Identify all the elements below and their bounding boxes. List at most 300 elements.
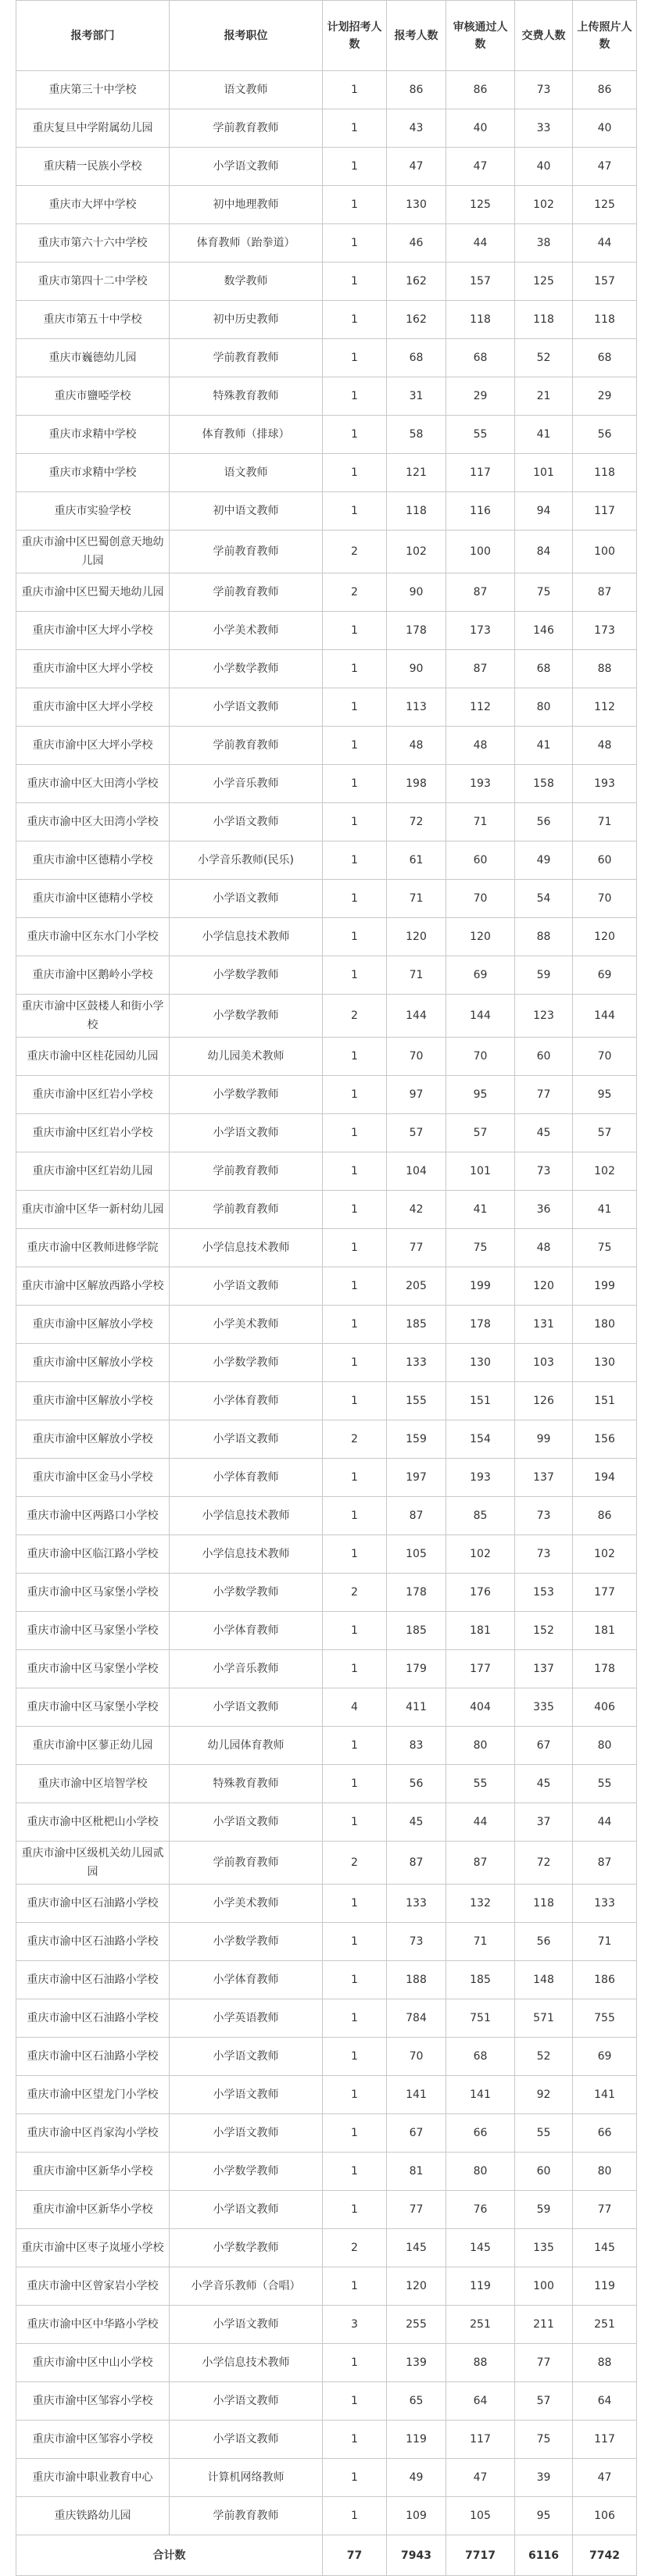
cell-applicants: 120: [387, 2267, 446, 2306]
cell-planned: 1: [323, 1497, 387, 1535]
cell-position: 小学语文教师: [170, 2191, 323, 2229]
table-row: [16, 573, 637, 612]
cell-planned: 1: [323, 2459, 387, 2497]
total-approved: 7717: [446, 2535, 515, 2576]
cell-planned: 1: [323, 1229, 387, 1267]
cell-paid: 41: [515, 416, 573, 454]
cell-department: 重庆市渝中区马家堡小学校: [16, 1688, 170, 1727]
cell-department: 重庆市渝中区枇杷山小学校: [16, 1803, 170, 1842]
table-row: [16, 224, 637, 263]
cell-photo: 44: [573, 224, 637, 263]
cell-applicants: 145: [387, 2229, 446, 2267]
totals-label: 合计数: [16, 2535, 323, 2576]
cell-position: 学前教育教师: [170, 1842, 323, 1885]
cell-planned: 1: [323, 377, 387, 416]
cell-planned: 1: [323, 1344, 387, 1382]
cell-paid: 77: [515, 1076, 573, 1114]
table-body: [16, 71, 637, 2535]
cell-position: 学前教育教师: [170, 727, 323, 765]
cell-position: 学前教育教师: [170, 573, 323, 612]
cell-department: 重庆市渝中区马家堡小学校: [16, 1612, 170, 1650]
cell-paid: 54: [515, 880, 573, 918]
cell-applicants: 188: [387, 1961, 446, 1999]
cell-applicants: 77: [387, 2191, 446, 2229]
cell-department: 重庆市大坪中学校: [16, 186, 170, 224]
cell-paid: 68: [515, 650, 573, 688]
cell-planned: 1: [323, 727, 387, 765]
table-row: [16, 2076, 637, 2114]
cell-department: 重庆市渝中区马家堡小学校: [16, 1574, 170, 1612]
cell-paid: 158: [515, 765, 573, 803]
cell-approved: 70: [446, 880, 515, 918]
cell-paid: 88: [515, 918, 573, 956]
cell-approved: 60: [446, 841, 515, 880]
header-planned: 计划招考人数: [323, 1, 387, 71]
cell-approved: 181: [446, 1612, 515, 1650]
cell-photo: 106: [573, 2497, 637, 2535]
cell-position: 学前教育教师: [170, 339, 323, 377]
cell-approved: 177: [446, 1650, 515, 1688]
cell-applicants: 87: [387, 1842, 446, 1885]
cell-position: 小学数学教师: [170, 2229, 323, 2267]
cell-position: 小学语文教师: [170, 1688, 323, 1727]
cell-department: 重庆市渝中区大田湾小学校: [16, 765, 170, 803]
cell-planned: 2: [323, 1420, 387, 1459]
cell-applicants: 130: [387, 186, 446, 224]
cell-photo: 194: [573, 1459, 637, 1497]
cell-paid: 131: [515, 1306, 573, 1344]
cell-position: 小学体育教师: [170, 1459, 323, 1497]
table-row: [16, 612, 637, 650]
cell-applicants: 155: [387, 1382, 446, 1420]
cell-department: 重庆市渝中区鼓楼人和街小学校: [16, 995, 170, 1038]
cell-approved: 751: [446, 1999, 515, 2038]
cell-position: 小学语文教师: [170, 803, 323, 841]
cell-planned: 1: [323, 2038, 387, 2076]
cell-applicants: 255: [387, 2306, 446, 2344]
table-row: [16, 1459, 637, 1497]
total-paid: 6116: [515, 2535, 573, 2576]
cell-photo: 66: [573, 2114, 637, 2153]
cell-applicants: 162: [387, 301, 446, 339]
cell-paid: 99: [515, 1420, 573, 1459]
totals-row: [16, 2535, 637, 2576]
cell-paid: 92: [515, 2076, 573, 2114]
cell-planned: 1: [323, 454, 387, 492]
cell-department: 重庆市渝中区枣子岚垭小学校: [16, 2229, 170, 2267]
cell-planned: 2: [323, 531, 387, 573]
table-row: [16, 1803, 637, 1842]
cell-position: 特殊教育教师: [170, 1765, 323, 1803]
cell-photo: 88: [573, 650, 637, 688]
cell-department: 重庆市第四十二中学校: [16, 263, 170, 301]
cell-applicants: 56: [387, 1765, 446, 1803]
table-row: [16, 841, 637, 880]
cell-applicants: 45: [387, 1803, 446, 1842]
cell-position: 初中语文教师: [170, 492, 323, 531]
cell-approved: 132: [446, 1885, 515, 1923]
cell-paid: 73: [515, 1152, 573, 1191]
cell-paid: 60: [515, 1038, 573, 1076]
cell-approved: 86: [446, 71, 515, 109]
cell-department: 重庆市渝中区华一新村幼儿园: [16, 1191, 170, 1229]
cell-planned: 1: [323, 301, 387, 339]
cell-planned: 1: [323, 2153, 387, 2191]
total-photo: 7742: [573, 2535, 637, 2576]
table-row: [16, 1999, 637, 2038]
cell-position: 小学语文教师: [170, 880, 323, 918]
cell-planned: 1: [323, 765, 387, 803]
cell-position: 小学体育教师: [170, 1612, 323, 1650]
cell-department: 重庆市渝中区桂花园幼儿园: [16, 1038, 170, 1076]
total-applicants: 7943: [387, 2535, 446, 2576]
cell-department: 重庆市第六十六中学校: [16, 224, 170, 263]
cell-position: 小学数学教师: [170, 650, 323, 688]
cell-position: 特殊教育教师: [170, 377, 323, 416]
cell-department: 重庆市渝中区临江路小学校: [16, 1535, 170, 1574]
cell-planned: 1: [323, 803, 387, 841]
cell-approved: 154: [446, 1420, 515, 1459]
table-row: [16, 765, 637, 803]
cell-position: 小学信息技术教师: [170, 1497, 323, 1535]
cell-photo: 86: [573, 1497, 637, 1535]
table-row: [16, 1076, 637, 1114]
cell-position: 小学语文教师: [170, 2114, 323, 2153]
table-row: [16, 2038, 637, 2076]
cell-approved: 44: [446, 224, 515, 263]
cell-paid: 101: [515, 454, 573, 492]
table-row: [16, 2306, 637, 2344]
cell-department: 重庆市渝中区大田湾小学校: [16, 803, 170, 841]
cell-position: 语文教师: [170, 454, 323, 492]
cell-applicants: 42: [387, 1191, 446, 1229]
table-row: [16, 803, 637, 841]
table-row: [16, 1650, 637, 1688]
cell-applicants: 120: [387, 918, 446, 956]
cell-position: 小学信息技术教师: [170, 1229, 323, 1267]
cell-position: 学前教育教师: [170, 109, 323, 148]
cell-position: 幼儿园体育教师: [170, 1727, 323, 1765]
cell-applicants: 86: [387, 71, 446, 109]
table-row: [16, 2497, 637, 2535]
cell-applicants: 61: [387, 841, 446, 880]
cell-planned: 1: [323, 1612, 387, 1650]
cell-position: 小学英语教师: [170, 1999, 323, 2038]
cell-position: 小学音乐教师(民乐): [170, 841, 323, 880]
cell-paid: 102: [515, 186, 573, 224]
cell-position: 体育教师（跆拳道）: [170, 224, 323, 263]
cell-department: 重庆市渝中区解放小学校: [16, 1344, 170, 1382]
cell-department: 重庆市渝中区解放小学校: [16, 1420, 170, 1459]
table-row: [16, 1497, 637, 1535]
cell-paid: 48: [515, 1229, 573, 1267]
table-row: [16, 1229, 637, 1267]
cell-planned: 1: [323, 71, 387, 109]
cell-position: 学前教育教师: [170, 1152, 323, 1191]
cell-position: 小学数学教师: [170, 1923, 323, 1961]
table-row: [16, 1961, 637, 1999]
cell-department: 重庆市渝中区东水门小学校: [16, 918, 170, 956]
header-photo: 上传照片人数: [573, 1, 637, 71]
cell-position: 小学语文教师: [170, 1267, 323, 1306]
cell-paid: 335: [515, 1688, 573, 1727]
cell-approved: 193: [446, 1459, 515, 1497]
cell-department: 重庆市渝中区级机关幼儿园贰园: [16, 1842, 170, 1885]
cell-photo: 88: [573, 2344, 637, 2382]
cell-planned: 1: [323, 2421, 387, 2459]
cell-planned: 1: [323, 1459, 387, 1497]
cell-applicants: 77: [387, 1229, 446, 1267]
cell-department: 重庆市渝中区两路口小学校: [16, 1497, 170, 1535]
cell-paid: 137: [515, 1650, 573, 1688]
cell-department: 重庆市第五十中学校: [16, 301, 170, 339]
cell-position: 小学音乐教师: [170, 1650, 323, 1688]
cell-approved: 57: [446, 1114, 515, 1152]
cell-photo: 102: [573, 1152, 637, 1191]
cell-position: 小学音乐教师（合唱）: [170, 2267, 323, 2306]
cell-department: 重庆市渝中区解放西路小学校: [16, 1267, 170, 1306]
cell-photo: 41: [573, 1191, 637, 1229]
cell-applicants: 178: [387, 612, 446, 650]
cell-photo: 100: [573, 531, 637, 573]
cell-planned: 2: [323, 995, 387, 1038]
cell-paid: 152: [515, 1612, 573, 1650]
cell-position: 小学信息技术教师: [170, 1535, 323, 1574]
cell-applicants: 65: [387, 2382, 446, 2421]
cell-planned: 1: [323, 650, 387, 688]
cell-photo: 71: [573, 803, 637, 841]
cell-approved: 119: [446, 2267, 515, 2306]
cell-approved: 71: [446, 803, 515, 841]
table-row: [16, 339, 637, 377]
cell-approved: 55: [446, 1765, 515, 1803]
cell-applicants: 159: [387, 1420, 446, 1459]
cell-applicants: 144: [387, 995, 446, 1038]
cell-paid: 571: [515, 1999, 573, 2038]
cell-photo: 186: [573, 1961, 637, 1999]
cell-approved: 64: [446, 2382, 515, 2421]
table-row: [16, 1727, 637, 1765]
cell-paid: 52: [515, 339, 573, 377]
cell-planned: 1: [323, 2344, 387, 2382]
cell-planned: 1: [323, 1923, 387, 1961]
cell-planned: 1: [323, 339, 387, 377]
cell-approved: 125: [446, 186, 515, 224]
table-row: [16, 727, 637, 765]
cell-planned: 1: [323, 1961, 387, 1999]
cell-applicants: 104: [387, 1152, 446, 1191]
table-row: [16, 377, 637, 416]
cell-department: 重庆市渝中区红岩小学校: [16, 1114, 170, 1152]
cell-applicants: 90: [387, 650, 446, 688]
cell-position: 小学美术教师: [170, 1306, 323, 1344]
cell-department: 重庆市渝中区石油路小学校: [16, 2038, 170, 2076]
table-row: [16, 1344, 637, 1382]
cell-approved: 87: [446, 573, 515, 612]
cell-photo: 180: [573, 1306, 637, 1344]
cell-photo: 133: [573, 1885, 637, 1923]
table-row: [16, 1152, 637, 1191]
cell-department: 重庆市渝中区巴蜀天地幼儿园: [16, 573, 170, 612]
cell-photo: 145: [573, 2229, 637, 2267]
table-row: [16, 1306, 637, 1344]
cell-approved: 69: [446, 956, 515, 995]
cell-paid: 126: [515, 1382, 573, 1420]
cell-paid: 33: [515, 109, 573, 148]
cell-planned: 1: [323, 186, 387, 224]
cell-applicants: 48: [387, 727, 446, 765]
cell-paid: 45: [515, 1765, 573, 1803]
cell-paid: 49: [515, 841, 573, 880]
cell-approved: 47: [446, 148, 515, 186]
cell-photo: 181: [573, 1612, 637, 1650]
cell-photo: 68: [573, 339, 637, 377]
cell-applicants: 113: [387, 688, 446, 727]
cell-paid: 94: [515, 492, 573, 531]
cell-approved: 68: [446, 2038, 515, 2076]
cell-planned: 2: [323, 1574, 387, 1612]
table-row: [16, 2267, 637, 2306]
cell-approved: 55: [446, 416, 515, 454]
cell-photo: 87: [573, 573, 637, 612]
cell-approved: 251: [446, 2306, 515, 2344]
cell-position: 小学体育教师: [170, 1382, 323, 1420]
cell-approved: 157: [446, 263, 515, 301]
cell-planned: 2: [323, 573, 387, 612]
cell-position: 小学信息技术教师: [170, 2344, 323, 2382]
cell-planned: 1: [323, 1382, 387, 1420]
cell-department: 重庆市渝中区金马小学校: [16, 1459, 170, 1497]
table-row: [16, 2153, 637, 2191]
cell-applicants: 31: [387, 377, 446, 416]
cell-planned: 1: [323, 688, 387, 727]
cell-position: 小学数学教师: [170, 1574, 323, 1612]
cell-planned: 1: [323, 1267, 387, 1306]
cell-photo: 755: [573, 1999, 637, 2038]
cell-approved: 404: [446, 1688, 515, 1727]
cell-photo: 125: [573, 186, 637, 224]
cell-paid: 118: [515, 301, 573, 339]
cell-approved: 100: [446, 531, 515, 573]
cell-applicants: 67: [387, 2114, 446, 2153]
cell-paid: 38: [515, 224, 573, 263]
cell-photo: 71: [573, 1923, 637, 1961]
table-row: [16, 1535, 637, 1574]
cell-department: 重庆市渝中区红岩幼儿园: [16, 1152, 170, 1191]
cell-approved: 117: [446, 2421, 515, 2459]
cell-photo: 157: [573, 263, 637, 301]
cell-paid: 60: [515, 2153, 573, 2191]
cell-department: 重庆市鹽啞学校: [16, 377, 170, 416]
table-row: [16, 1191, 637, 1229]
table-row: [16, 148, 637, 186]
cell-paid: 123: [515, 995, 573, 1038]
cell-photo: 29: [573, 377, 637, 416]
cell-planned: 1: [323, 1803, 387, 1842]
table-header-row: [16, 1, 637, 71]
cell-approved: 71: [446, 1923, 515, 1961]
table-row: [16, 2459, 637, 2497]
cell-photo: 406: [573, 1688, 637, 1727]
cell-planned: 1: [323, 1765, 387, 1803]
cell-photo: 56: [573, 416, 637, 454]
cell-applicants: 71: [387, 956, 446, 995]
cell-position: 小学数学教师: [170, 2153, 323, 2191]
cell-planned: 1: [323, 148, 387, 186]
table-row: [16, 1923, 637, 1961]
cell-paid: 39: [515, 2459, 573, 2497]
cell-photo: 47: [573, 148, 637, 186]
table-row: [16, 650, 637, 688]
table-row: [16, 1842, 637, 1885]
cell-approved: 105: [446, 2497, 515, 2535]
table-row: [16, 1114, 637, 1152]
cell-planned: 1: [323, 263, 387, 301]
cell-department: 重庆市求精中学校: [16, 454, 170, 492]
cell-approved: 75: [446, 1229, 515, 1267]
cell-paid: 146: [515, 612, 573, 650]
cell-planned: 1: [323, 2114, 387, 2153]
cell-applicants: 178: [387, 1574, 446, 1612]
cell-position: 小学语文教师: [170, 2076, 323, 2114]
cell-approved: 118: [446, 301, 515, 339]
cell-paid: 103: [515, 1344, 573, 1382]
cell-approved: 151: [446, 1382, 515, 1420]
cell-paid: 137: [515, 1459, 573, 1497]
header-department: 报考部门: [16, 1, 170, 71]
cell-applicants: 47: [387, 148, 446, 186]
cell-department: 重庆市渝中区石油路小学校: [16, 1961, 170, 1999]
cell-photo: 199: [573, 1267, 637, 1306]
cell-position: 初中历史教师: [170, 301, 323, 339]
cell-approved: 76: [446, 2191, 515, 2229]
table-row: [16, 2382, 637, 2421]
table-row: [16, 531, 637, 573]
cell-applicants: 119: [387, 2421, 446, 2459]
cell-position: 小学语文教师: [170, 1803, 323, 1842]
header-paid: 交费人数: [515, 1, 573, 71]
cell-photo: 64: [573, 2382, 637, 2421]
cell-planned: 1: [323, 1727, 387, 1765]
table-row: [16, 688, 637, 727]
cell-paid: 55: [515, 2114, 573, 2153]
cell-approved: 102: [446, 1535, 515, 1574]
cell-photo: 119: [573, 2267, 637, 2306]
cell-approved: 173: [446, 612, 515, 650]
cell-photo: 70: [573, 1038, 637, 1076]
cell-position: 小学语文教师: [170, 1114, 323, 1152]
cell-paid: 57: [515, 2382, 573, 2421]
cell-applicants: 179: [387, 1650, 446, 1688]
cell-applicants: 90: [387, 573, 446, 612]
cell-photo: 118: [573, 301, 637, 339]
cell-paid: 73: [515, 1535, 573, 1574]
table-row: [16, 1574, 637, 1612]
cell-position: 小学语文教师: [170, 2306, 323, 2344]
header-applicants: 报考人数: [387, 1, 446, 71]
cell-paid: 75: [515, 573, 573, 612]
cell-position: 小学语文教师: [170, 2421, 323, 2459]
cell-position: 小学美术教师: [170, 1885, 323, 1923]
cell-photo: 55: [573, 1765, 637, 1803]
cell-applicants: 46: [387, 224, 446, 263]
cell-paid: 37: [515, 1803, 573, 1842]
cell-department: 重庆复旦中学附属幼儿园: [16, 109, 170, 148]
cell-position: 小学语文教师: [170, 688, 323, 727]
table-row: [16, 1382, 637, 1420]
cell-planned: 1: [323, 1076, 387, 1114]
cell-position: 学前教育教师: [170, 2497, 323, 2535]
